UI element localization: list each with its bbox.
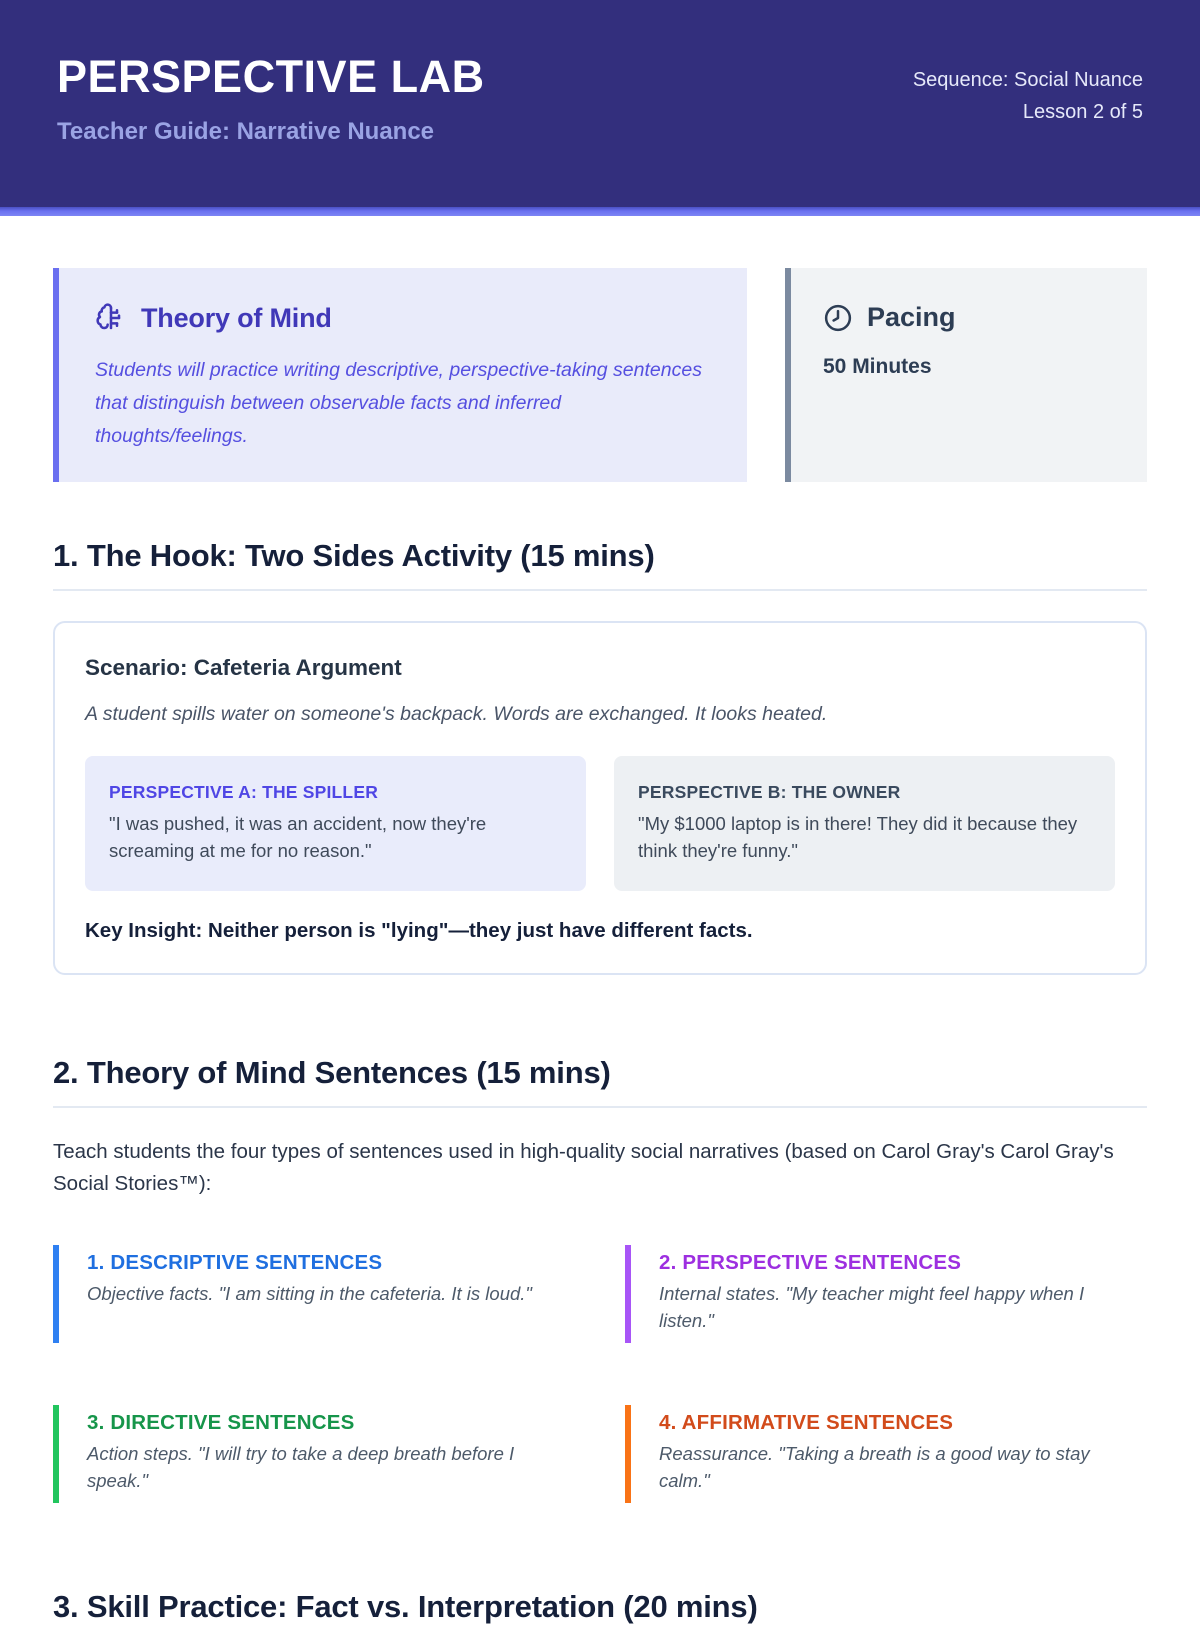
- perspective-b-label: PERSPECTIVE B: THE OWNER: [638, 782, 901, 803]
- sentence-type-body: Action steps. "I will try to take a deep breath before I speak.": [87, 1443, 515, 1491]
- main-content: [0, 268, 1200, 1640]
- header-meta: [913, 52, 1143, 128]
- objective-card-body: Students will practice writing descriptive, perspective-taking sentences that distinguish between observable facts and inferred thoughts/feelings.: [95, 359, 702, 447]
- page-subtitle: Teacher Guide: Narrative Nuance: [57, 117, 435, 145]
- objective-card-header: [95, 302, 711, 334]
- overview-cards-row: [53, 268, 1147, 482]
- pacing-duration: 50 Minutes: [823, 355, 932, 378]
- sentence-type-descriptive: [53, 1245, 575, 1343]
- pacing-card: [785, 268, 1147, 482]
- clock-icon: [823, 303, 853, 333]
- page-title: PERSPECTIVE LAB: [57, 51, 485, 102]
- sentence-type-title: 4. AFFIRMATIVE SENTENCES: [659, 1411, 954, 1435]
- scenario-description: A student spills water on someone's backpack. Words are exchanged. It looks heated.: [85, 703, 828, 726]
- header-accent-stripe: [0, 207, 1200, 216]
- sequence-label: Sequence: Social Nuance: [912, 69, 1143, 91]
- sentence-type-title: 1. DESCRIPTIVE SENTENCES: [87, 1251, 383, 1275]
- scenario-title: Scenario: Cafeteria Argument: [85, 655, 402, 681]
- page-header: [0, 0, 1200, 207]
- perspective-box-a: [85, 756, 586, 891]
- perspective-b-quote: "My $1000 laptop is in there! They did it because they think they're funny.": [638, 813, 1078, 862]
- section-heading-1: 1. The Hook: Two Sides Activity (15 mins): [53, 538, 1147, 591]
- perspective-a-quote: "I was pushed, it was an accident, now they're screaming at me for no reason.": [109, 813, 487, 862]
- perspective-a-label: PERSPECTIVE A: THE SPILLER: [109, 782, 379, 803]
- sentence-type-body: Objective facts. "I am sitting in the cafeteria. It is loud.": [87, 1283, 532, 1305]
- scenario-card: [53, 621, 1147, 975]
- sentence-type-body: Reassurance. "Taking a breath is a good way to stay calm.": [659, 1443, 1090, 1491]
- sentence-types-grid: [53, 1245, 1147, 1502]
- brain-icon: [95, 302, 127, 334]
- sentence-type-directive: [53, 1405, 575, 1503]
- sentence-type-perspective: [625, 1245, 1147, 1343]
- objective-card: [53, 268, 747, 482]
- sentence-type-title: 3. DIRECTIVE SENTENCES: [87, 1411, 355, 1435]
- key-insight: Key Insight: Neither person is "lying"—they just have different facts.: [85, 918, 753, 942]
- section-heading-2: 2. Theory of Mind Sentences (15 mins): [53, 1055, 1147, 1108]
- sentence-type-body: Internal states. "My teacher might feel happy when I listen.": [659, 1283, 1085, 1332]
- sentence-type-affirmative: [625, 1405, 1147, 1503]
- perspective-box-b: [614, 756, 1115, 891]
- pacing-card-header: [823, 302, 1115, 333]
- pacing-card-title: Pacing: [867, 302, 956, 332]
- section2-intro: Teach students the four types of sentences used in high-quality social narratives (based on Carol Gray's Carol Gray's Social Stories™):: [53, 1139, 1114, 1195]
- section-heading-3: 3. Skill Practice: Fact vs. Interpretation (20 mins): [53, 1588, 758, 1624]
- sentence-type-title: 2. PERSPECTIVE SENTENCES: [659, 1251, 962, 1275]
- header-title-group: [57, 52, 485, 146]
- perspectives-row: [85, 756, 1115, 891]
- objective-card-title: Theory of Mind: [141, 302, 332, 333]
- lesson-label: Lesson 2 of 5: [1022, 101, 1143, 123]
